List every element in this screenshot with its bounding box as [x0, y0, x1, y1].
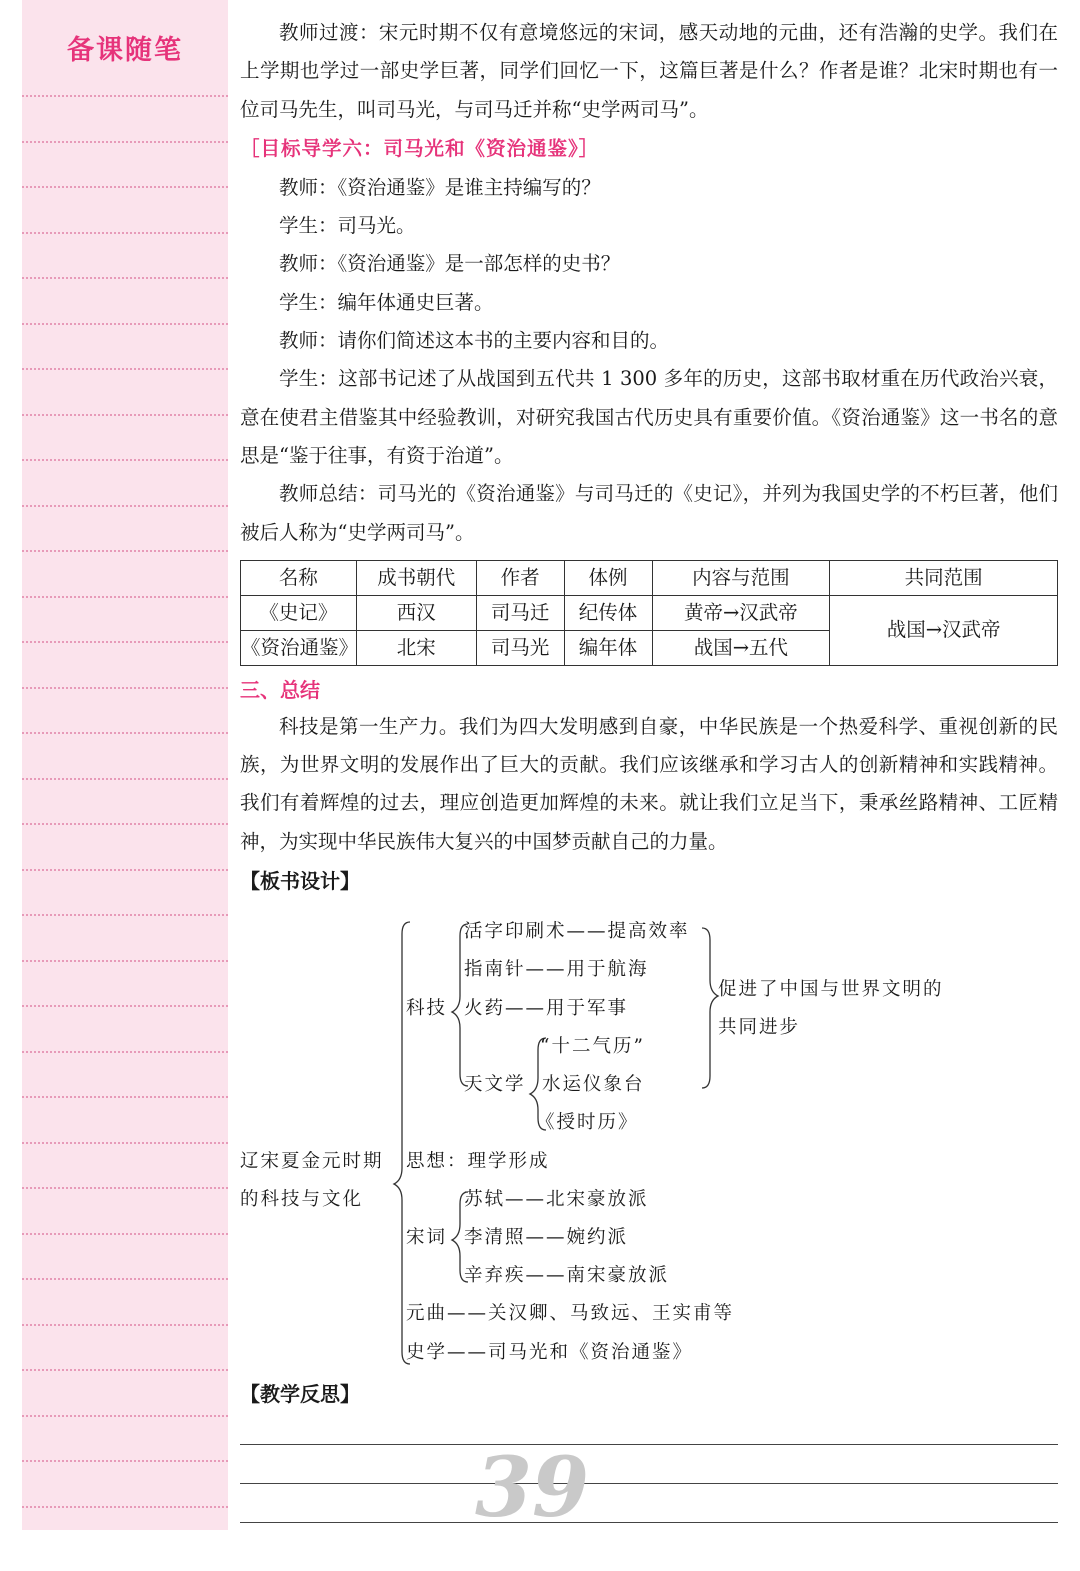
dialogue-line: 学生：编年体通史巨著。 — [279, 290, 494, 314]
dialogue-line: 学生：司马光。 — [279, 214, 416, 238]
reflection-line — [240, 1483, 1058, 1484]
table-cell: 编年体 — [564, 630, 652, 665]
sidebar-dotted-line — [22, 641, 228, 643]
sidebar-dotted-line — [22, 1324, 228, 1326]
dialogue-line: 教师：请你们简述这本书的主要内容和目的。 — [279, 329, 670, 353]
sidebar-dotted-line — [22, 505, 228, 507]
sidebar-dotted-line — [22, 186, 228, 188]
notes-sidebar — [22, 0, 228, 1530]
sidebar-ruled-lines — [22, 0, 228, 1530]
board-heading: 【板书设计】 — [240, 869, 360, 894]
board-tech-item: 活字印刷术——提高效率 — [464, 921, 690, 942]
sidebar-dotted-line — [22, 960, 228, 962]
sidebar-dotted-line — [22, 141, 228, 143]
sidebar-dotted-line — [22, 1233, 228, 1235]
sidebar-dotted-line — [22, 95, 228, 97]
board-thought: 思想：理学形成 — [406, 1151, 550, 1172]
sidebar-dotted-line — [22, 732, 228, 734]
table-row — [241, 595, 1058, 630]
sidebar-dotted-line — [22, 914, 228, 916]
table-cell: 黄帝→汉武帝 — [652, 595, 830, 630]
board-astronomy-item: 水运仪象台 — [542, 1074, 645, 1095]
board-history: 史学——司马光和《资治通鉴》 — [406, 1342, 694, 1363]
sidebar-dotted-line — [22, 232, 228, 234]
table-cell: 《史记》 — [241, 595, 357, 630]
dialogue-line: 教师总结：司马光的《资治通鉴》与司马迁的《史记》，并列为我国史学的不朽巨著，他们被后人称为“史学两司马”。 — [240, 482, 1058, 544]
table-cell: 司马光 — [476, 630, 564, 665]
table-header-row — [241, 560, 1058, 595]
table-cell: 西汉 — [356, 595, 476, 630]
sidebar-dotted-line — [22, 869, 228, 871]
board-ci-item: 苏轼——北宋豪放派 — [464, 1189, 649, 1210]
summary-heading: 三、总结 — [240, 677, 320, 702]
board-root-line1: 辽宋夏金元时期 — [240, 1151, 384, 1172]
sidebar-dotted-line — [22, 1051, 228, 1053]
board-tech-result-line1: 促进了中国与世界文明的 — [718, 979, 944, 1000]
board-tech-result-line2: 共同进步 — [718, 1017, 801, 1038]
page-number: 39 — [474, 1440, 590, 1536]
table-header: 共同范围 — [830, 560, 1058, 595]
table-cell: 《资治通鉴》 — [241, 630, 357, 665]
board-ci-label: 宋词 — [406, 1227, 448, 1248]
board-ci-item: 辛弃疾——南宋豪放派 — [464, 1265, 670, 1286]
sidebar-dotted-line — [22, 778, 228, 780]
sidebar-dotted-line — [22, 596, 228, 598]
table-cell: 北宋 — [356, 630, 476, 665]
sidebar-dotted-line — [22, 323, 228, 325]
sidebar-dotted-line — [22, 1506, 228, 1508]
table-header: 名称 — [241, 560, 357, 595]
sidebar-dotted-line — [22, 1278, 228, 1280]
table-cell: 纪传体 — [564, 595, 652, 630]
sidebar-dotted-line — [22, 1460, 228, 1462]
dialogue-line: 教师：《资治通鉴》是谁主持编写的？ — [279, 175, 601, 199]
table-header: 内容与范围 — [652, 560, 830, 595]
board-tech-item: 指南针——用于航海 — [464, 959, 649, 980]
sidebar-dotted-line — [22, 823, 228, 825]
board-root-line2: 的科技与文化 — [240, 1189, 364, 1210]
sidebar-dotted-line — [22, 368, 228, 370]
table-cell: 战国→五代 — [652, 630, 830, 665]
main-content — [240, 14, 1058, 901]
board-diagram — [240, 912, 1058, 1372]
dialogue-line: 学生：这部书记述了从战国到五代共 1 300 多年的历史，这部书取材重在历代政治兴衰，意在使君主借鉴其中经验教训，对研究我国古代历史具有重要价值。《资治通鉴》这一书名的意思是“鉴于往事，有资于治道”。 — [240, 367, 1058, 467]
board-astronomy-item: 《授时历》 — [536, 1112, 639, 1133]
sidebar-dotted-line — [22, 1005, 228, 1007]
board-astronomy-label: 天文学 — [464, 1074, 526, 1095]
table-header: 成书朝代 — [356, 560, 476, 595]
transition-paragraph: 教师过渡：宋元时期不仅有意境悠远的宋词，感天动地的元曲，还有浩瀚的史学。我们在上学期也学过一部史学巨著，同学们回忆一下，这篇巨著是什么？作者是谁？北宋时期也有一位司马先生，叫司马光，与司马迁并称“史学两司马”。 — [240, 21, 1058, 121]
table-cell: 司马迁 — [476, 595, 564, 630]
sidebar-dotted-line — [22, 550, 228, 552]
table-header: 体例 — [564, 560, 652, 595]
board-tech-item: 火药——用于军事 — [464, 998, 629, 1019]
board-yuanqu: 元曲——关汉卿、马致远、王实甫等 — [406, 1303, 735, 1324]
board-ci-item: 李清照——婉约派 — [464, 1227, 629, 1248]
sidebar-dotted-line — [22, 1187, 228, 1189]
sidebar-dotted-line — [22, 277, 228, 279]
table-cell-common-range: 战国→汉武帝 — [830, 595, 1058, 665]
sidebar-dotted-line — [22, 1142, 228, 1144]
sidebar-title: 备课随笔 — [67, 35, 183, 66]
goal-heading: ［目标导学六：司马光和《资治通鉴》］ — [240, 136, 600, 160]
sidebar-dotted-line — [22, 459, 228, 461]
reflection-line — [240, 1444, 1058, 1445]
sidebar-dotted-line — [22, 1369, 228, 1371]
reflection-heading: 【教学反思】 — [240, 1382, 360, 1406]
summary-paragraph: 科技是第一生产力。我们为四大发明感到自豪，中华民族是一个热爱科学、重视创新的民族，为世界文明的发展作出了巨大的贡献。我们应该继承和学习古人的创新精神和实践精神。我们有着辉煌的过去，理应创造更加辉煌的未来。就让我们立足当下，秉承丝路精神、工匠精神，为实现中华民族伟大复兴的中国梦贡献自己的力量。 — [240, 714, 1058, 853]
board-astronomy-item: “十二气历” — [540, 1036, 645, 1057]
reflection-line — [240, 1522, 1058, 1523]
table-header: 作者 — [476, 560, 564, 595]
comparison-table — [240, 560, 1058, 666]
sidebar-dotted-line — [22, 414, 228, 416]
sidebar-dotted-line — [22, 687, 228, 689]
dialogue-line: 教师：《资治通鉴》是一部怎样的史书？ — [279, 252, 621, 276]
sidebar-dotted-line — [22, 1415, 228, 1417]
board-tech-label: 科技 — [406, 998, 448, 1019]
sidebar-dotted-line — [22, 1096, 228, 1098]
